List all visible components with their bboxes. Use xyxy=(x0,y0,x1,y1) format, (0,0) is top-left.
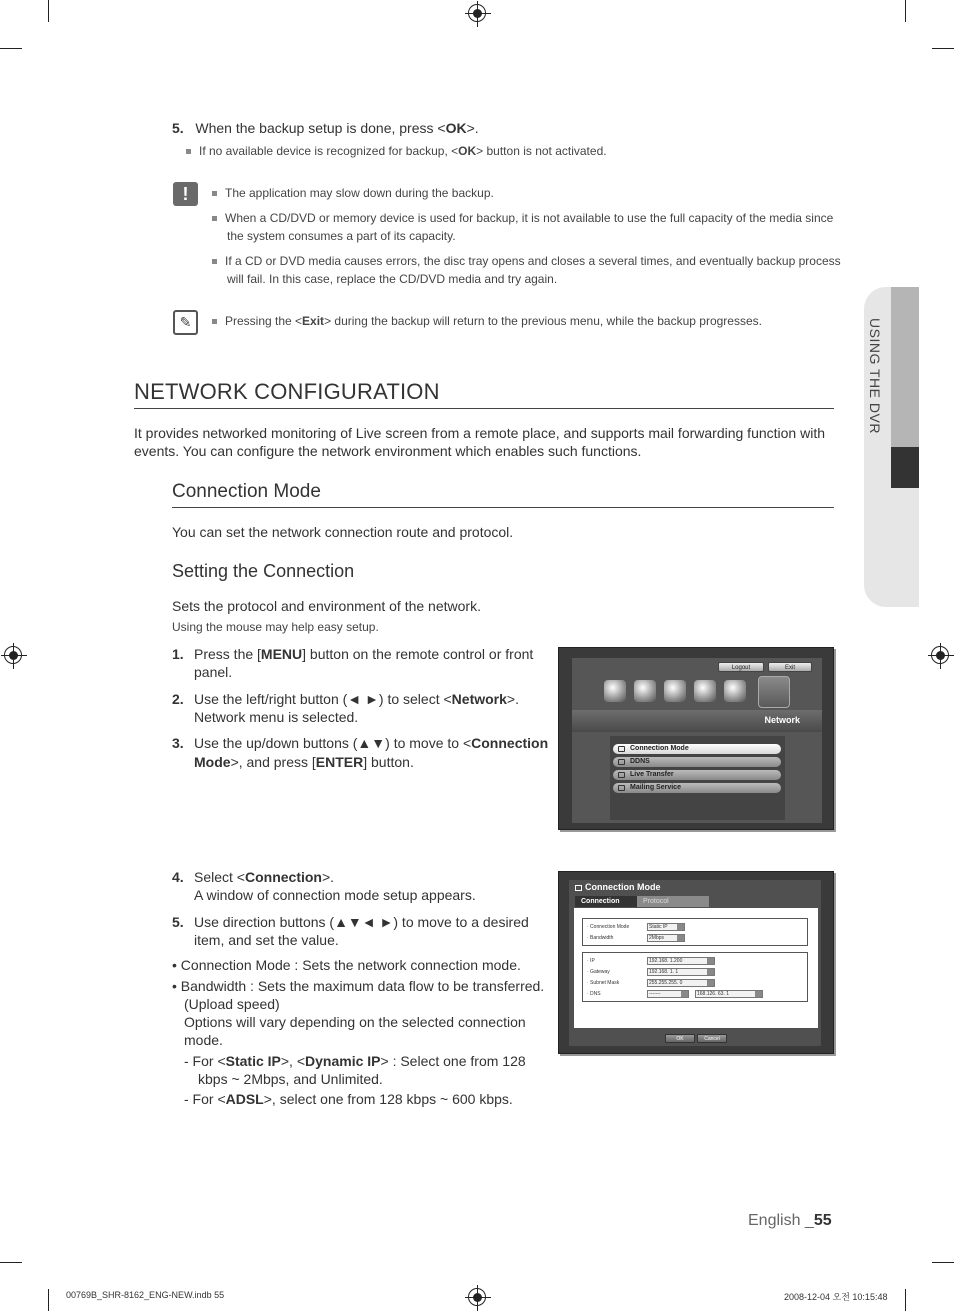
side-tab-marker xyxy=(891,447,919,488)
step-3: 3. xyxy=(172,735,184,751)
gateway-field[interactable]: 192.168. 1. 1 xyxy=(647,968,715,976)
ip-group xyxy=(582,952,808,1002)
section-intro: events. You can configure the network environment which enables such functions. xyxy=(134,443,642,459)
step-4-text: Select <Connection>. xyxy=(194,869,335,885)
tab-connection[interactable]: Connection xyxy=(575,896,637,907)
caution-item: If a CD or DVD media causes errors, the disc tray opens and closes a several times, and eventually backup process xyxy=(212,254,841,268)
step-5-backup: 5. When the backup setup is done, press <OK>. xyxy=(172,120,479,136)
connection-icon xyxy=(618,746,625,752)
dash-adsl: - For <ADSL>, select one from 128 kbps ~ 600 kbps. xyxy=(184,1091,513,1107)
square-bullet-icon xyxy=(212,216,217,221)
caution-icon: ! xyxy=(173,182,198,206)
connection-mode-dialog xyxy=(569,880,821,1046)
menu-item-ddns[interactable]: DDNS xyxy=(613,757,781,767)
bullet-bandwidth-cont: mode. xyxy=(184,1032,223,1048)
row-dns: · DNS ------- 168.126. 63. 1 xyxy=(587,990,807,998)
dns-mode-select[interactable]: ------- xyxy=(647,990,689,998)
event-icon[interactable] xyxy=(694,680,716,702)
note-item: Pressing the <Exit> during the backup will return to the previous menu, while the backup progresses. xyxy=(212,314,762,328)
section-title: NETWORK CONFIGURATION xyxy=(134,379,440,404)
step-2-text: Use the left/right button (◄ ►) to select <Network>. xyxy=(194,691,519,707)
camera-icon[interactable] xyxy=(634,680,656,702)
dash-static-dynamic: - For <Static IP>, <Dynamic IP> : Select one from 128 xyxy=(184,1053,526,1069)
step-2: 2. xyxy=(172,691,184,707)
network-submenu xyxy=(610,736,785,820)
side-tab-label: USING THE DVR xyxy=(867,318,883,434)
step-1-text-cont: panel. xyxy=(194,664,233,680)
row-ip: · IP 192.168. 1.200 xyxy=(587,957,807,965)
caution-item-cont: will fail. In this case, replace the CD/DVD media and try again. xyxy=(227,272,558,286)
connection-mode-screenshot xyxy=(558,871,834,1054)
cancel-button[interactable]: Cancel xyxy=(697,1034,727,1043)
crop-mark xyxy=(0,48,22,49)
chevron-down-icon xyxy=(681,991,688,997)
menu-item-connection-mode[interactable]: Connection Mode xyxy=(613,744,781,754)
dvr-menu-screenshot xyxy=(558,647,834,830)
mail-icon xyxy=(618,785,625,791)
subnet-mask-field[interactable]: 255.255.255. 0 xyxy=(647,979,715,987)
chevron-down-icon xyxy=(707,969,714,975)
note-pencil-icon: ✎ xyxy=(173,310,198,335)
subsubsection-hint: Using the mouse may help easy setup. xyxy=(172,620,379,634)
subsection-rule xyxy=(172,507,834,508)
caution-item: The application may slow down during the backup. xyxy=(212,186,494,200)
subsection-title: Connection Mode xyxy=(172,481,321,502)
menu-item-mailing-service[interactable]: Mailing Service xyxy=(613,783,781,793)
caution-item-cont: the system consumes a part of its capacity. xyxy=(227,229,456,243)
dns-field[interactable]: 168.126. 63. 1 xyxy=(695,990,763,998)
tab-protocol[interactable]: Protocol xyxy=(637,896,709,907)
bullet-connection-mode: • Connection Mode : Sets the network connection mode. xyxy=(172,957,521,973)
menu-bar-label: Network xyxy=(764,715,800,725)
step-5-text: Use direction buttons (▲▼◄ ►) to move to a desired xyxy=(194,914,529,930)
step-2-text-cont: Network menu is selected. xyxy=(194,709,359,725)
step-3-text: Use the up/down buttons (▲▼) to move to <Connection xyxy=(194,735,549,751)
subsubsection-title: Setting the Connection xyxy=(172,561,355,581)
bullet-bandwidth-cont: (Upload speed) xyxy=(184,996,280,1012)
caution-item: When a CD/DVD or memory device is used for backup, it is not available to use the full capacity of the media since xyxy=(212,211,833,225)
step-5: 5. xyxy=(172,914,184,930)
subsection-desc: You can set the network connection route and protocol. xyxy=(172,524,514,540)
mode-group xyxy=(582,918,808,946)
chevron-down-icon xyxy=(707,980,714,986)
chevron-down-icon xyxy=(677,935,684,941)
crop-mark xyxy=(48,0,49,22)
square-bullet-icon xyxy=(186,149,191,154)
chevron-down-icon xyxy=(755,991,762,997)
chevron-down-icon xyxy=(677,924,684,930)
step-4-text-cont: A window of connection mode setup appears. xyxy=(194,887,476,903)
crop-mark xyxy=(905,1289,906,1311)
section-intro: It provides networked monitoring of Live screen from a remote place, and supports mail forwarding function with xyxy=(134,425,826,441)
exit-button[interactable]: Exit xyxy=(768,662,812,672)
schedule-icon[interactable] xyxy=(664,680,686,702)
menu-bar xyxy=(572,710,822,732)
step-1: 1. xyxy=(172,646,184,662)
logout-button[interactable]: Logout xyxy=(718,662,764,672)
network-icon[interactable] xyxy=(758,676,790,708)
connection-icon xyxy=(575,885,582,891)
registration-mark-icon xyxy=(468,1288,486,1306)
bandwidth-select[interactable]: 2Mbps xyxy=(647,934,685,942)
crop-mark xyxy=(932,1262,954,1263)
ddns-icon xyxy=(618,759,625,765)
dash-static-dynamic-cont: kbps ~ 2Mbps, and Unlimited. xyxy=(198,1071,383,1087)
square-bullet-icon xyxy=(212,259,217,264)
menu-item-live-transfer[interactable]: Live Transfer xyxy=(613,770,781,780)
page-number: English _55 xyxy=(748,1212,832,1229)
dvr-menu-screen xyxy=(572,658,822,823)
chevron-down-icon xyxy=(707,958,714,964)
row-gateway: · Gateway 192.168. 1. 1 xyxy=(587,968,807,976)
crop-mark xyxy=(48,1289,49,1311)
print-date-info: 2008-12-04 오전 10:15:48 xyxy=(784,1292,888,1302)
step-1-text: Press the [MENU] button on the remote control or front xyxy=(194,646,534,662)
live-transfer-icon xyxy=(618,772,625,778)
side-tab-accent xyxy=(891,287,919,447)
square-bullet-icon xyxy=(212,191,217,196)
registration-mark-icon xyxy=(931,646,949,664)
registration-mark-icon xyxy=(4,646,22,664)
registration-mark-icon xyxy=(468,4,486,22)
ok-button[interactable]: OK xyxy=(665,1034,695,1043)
section-rule xyxy=(134,408,834,409)
bullet-bandwidth-cont: Options will vary depending on the selected connection xyxy=(184,1014,526,1030)
subsubsection-desc: Sets the protocol and environment of the network. xyxy=(172,598,481,614)
crop-mark xyxy=(0,1262,22,1263)
row-subnet-mask: · Subnet Mask 255.255.255. 0 xyxy=(587,979,807,987)
bullet-bandwidth: • Bandwidth : Sets the maximum data flow to be transferred. xyxy=(172,978,545,994)
step-5-note: If no available device is recognized for backup, <OK> button is not activated. xyxy=(186,144,607,158)
row-bandwidth: · Bandwidth 2Mbps xyxy=(587,934,807,942)
ip-field[interactable]: 192.168. 1.200 xyxy=(647,957,715,965)
dialog-title: Connection Mode xyxy=(575,882,661,892)
dialog-panel xyxy=(574,908,818,1028)
crop-mark xyxy=(905,0,906,22)
backup-icon[interactable] xyxy=(724,680,746,702)
step-3-text-cont: Mode>, and press [ENTER] button. xyxy=(194,754,414,770)
row-connection-mode: · Connection Mode Static IP xyxy=(587,923,807,931)
print-file-info: 00769B_SHR-8162_ENG-NEW.indb 55 xyxy=(66,1290,225,1300)
crop-mark xyxy=(932,48,954,49)
square-bullet-icon xyxy=(212,319,217,324)
connection-mode-select[interactable]: Static IP xyxy=(647,923,685,931)
step-4: 4. xyxy=(172,869,184,885)
step-5-text-cont: item, and set the value. xyxy=(194,932,339,948)
system-icon[interactable] xyxy=(604,680,626,702)
